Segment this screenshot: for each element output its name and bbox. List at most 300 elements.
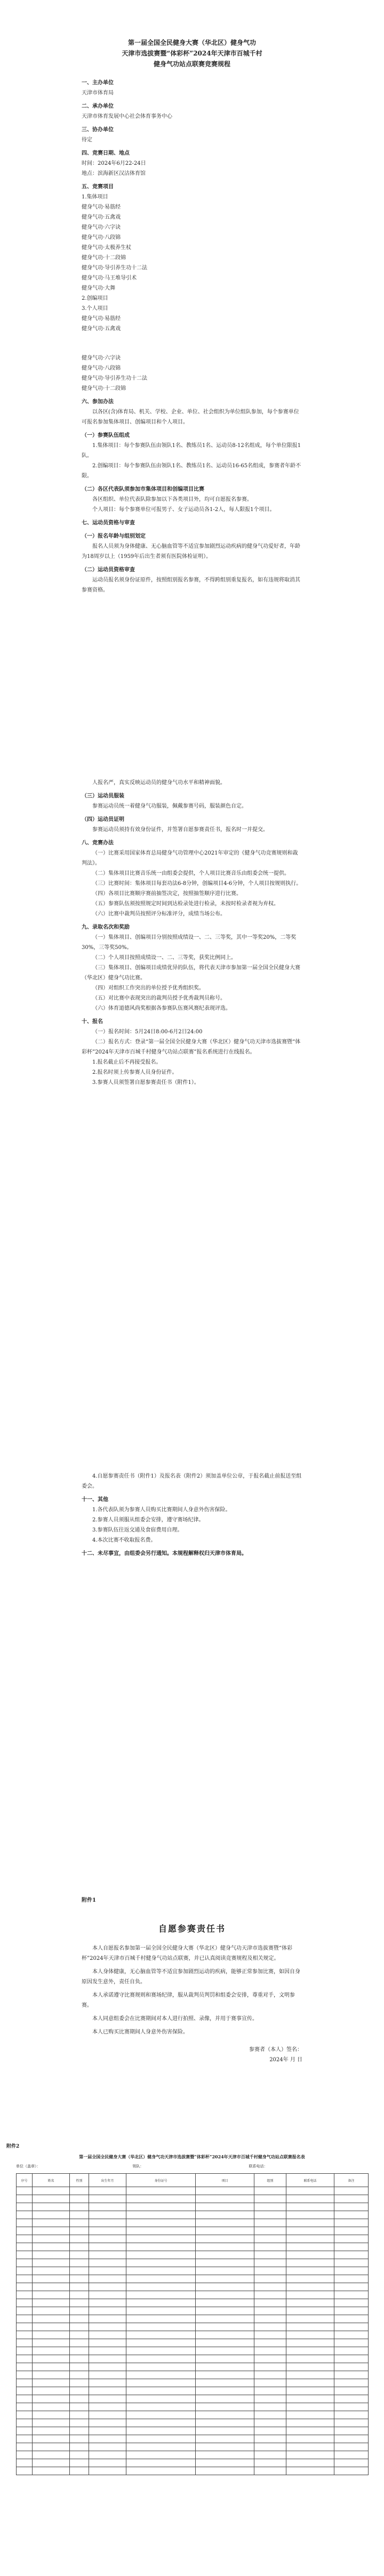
table-cell[interactable]: [89, 2395, 126, 2403]
table-cell[interactable]: [126, 2227, 196, 2235]
table-cell[interactable]: [70, 2347, 89, 2355]
table-cell[interactable]: [196, 2211, 254, 2219]
table-cell[interactable]: [70, 2323, 89, 2331]
table-cell[interactable]: [286, 2411, 334, 2419]
table-cell[interactable]: [70, 2339, 89, 2347]
table-cell[interactable]: [196, 2227, 254, 2235]
table-cell[interactable]: [196, 2371, 254, 2379]
table-cell[interactable]: [334, 2355, 369, 2363]
table-cell[interactable]: [334, 2443, 369, 2451]
table-cell[interactable]: [89, 2267, 126, 2275]
table-cell[interactable]: [254, 2251, 286, 2259]
table-cell[interactable]: [126, 2211, 196, 2219]
table-cell[interactable]: [89, 2243, 126, 2251]
table-cell[interactable]: [286, 2419, 334, 2427]
table-cell[interactable]: [70, 2315, 89, 2323]
table-cell[interactable]: [254, 2419, 286, 2427]
table-cell[interactable]: [196, 2195, 254, 2203]
table-cell[interactable]: [33, 2243, 70, 2251]
table-cell[interactable]: [196, 2435, 254, 2443]
table-cell[interactable]: [334, 2291, 369, 2299]
table-cell[interactable]: [17, 2443, 33, 2451]
table-cell[interactable]: [196, 2267, 254, 2275]
table-cell[interactable]: [334, 2347, 369, 2355]
table-cell[interactable]: [196, 2443, 254, 2451]
table-cell[interactable]: [334, 2187, 369, 2195]
table-cell[interactable]: [126, 2395, 196, 2403]
table-cell[interactable]: [70, 2187, 89, 2195]
table-cell[interactable]: [89, 2307, 126, 2315]
table-cell[interactable]: [286, 2211, 334, 2219]
table-cell[interactable]: [196, 2347, 254, 2355]
table-cell[interactable]: [89, 2315, 126, 2323]
table-cell[interactable]: [126, 2275, 196, 2283]
table-cell[interactable]: [196, 2411, 254, 2419]
table-cell[interactable]: [334, 2211, 369, 2219]
table-cell[interactable]: [286, 2291, 334, 2299]
table-cell[interactable]: [70, 2243, 89, 2251]
table-cell[interactable]: [89, 2195, 126, 2203]
table-cell[interactable]: [334, 2427, 369, 2435]
table-cell[interactable]: [286, 2203, 334, 2211]
table-cell[interactable]: [33, 2435, 70, 2443]
table-cell[interactable]: [89, 2387, 126, 2395]
table-cell[interactable]: [334, 2243, 369, 2251]
table-cell[interactable]: [126, 2403, 196, 2411]
table-cell[interactable]: [286, 2275, 334, 2283]
table-cell[interactable]: [33, 2411, 70, 2419]
table-cell[interactable]: [33, 2275, 70, 2283]
table-cell[interactable]: [70, 2211, 89, 2219]
table-cell[interactable]: [254, 2363, 286, 2371]
table-cell[interactable]: [286, 2331, 334, 2339]
table-cell[interactable]: [286, 2427, 334, 2435]
table-cell[interactable]: [334, 2315, 369, 2323]
table-cell[interactable]: [89, 2251, 126, 2259]
table-cell[interactable]: [254, 2443, 286, 2451]
table-cell[interactable]: [286, 2355, 334, 2363]
table-cell[interactable]: [89, 2379, 126, 2387]
table-cell[interactable]: [33, 2339, 70, 2347]
table-cell[interactable]: [89, 2363, 126, 2371]
table-cell[interactable]: [196, 2235, 254, 2243]
table-cell[interactable]: [89, 2435, 126, 2443]
table-cell[interactable]: [334, 2195, 369, 2203]
table-cell[interactable]: [254, 2259, 286, 2267]
table-cell[interactable]: [196, 2315, 254, 2323]
table-cell[interactable]: [33, 2459, 70, 2467]
table-cell[interactable]: [334, 2467, 369, 2475]
table-cell[interactable]: [286, 2387, 334, 2395]
table-cell[interactable]: [254, 2339, 286, 2347]
table-cell[interactable]: [70, 2387, 89, 2395]
table-cell[interactable]: [286, 2243, 334, 2251]
table-cell[interactable]: [126, 2195, 196, 2203]
table-cell[interactable]: [286, 2219, 334, 2227]
table-cell[interactable]: [334, 2283, 369, 2291]
table-cell[interactable]: [126, 2419, 196, 2427]
table-cell[interactable]: [33, 2387, 70, 2395]
table-cell[interactable]: [286, 2315, 334, 2323]
table-cell[interactable]: [89, 2291, 126, 2299]
table-cell[interactable]: [254, 2187, 286, 2195]
table-cell[interactable]: [334, 2235, 369, 2243]
table-cell[interactable]: [126, 2219, 196, 2227]
table-cell[interactable]: [254, 2403, 286, 2411]
table-cell[interactable]: [334, 2323, 369, 2331]
table-cell[interactable]: [70, 2195, 89, 2203]
table-cell[interactable]: [196, 2275, 254, 2283]
table-cell[interactable]: [286, 2299, 334, 2307]
table-cell[interactable]: [89, 2235, 126, 2243]
table-cell[interactable]: [70, 2203, 89, 2211]
table-cell[interactable]: [254, 2219, 286, 2227]
table-cell[interactable]: [33, 2195, 70, 2203]
table-cell[interactable]: [286, 2443, 334, 2451]
table-cell[interactable]: [89, 2259, 126, 2267]
table-cell[interactable]: [70, 2363, 89, 2371]
table-cell[interactable]: [286, 2283, 334, 2291]
table-cell[interactable]: [33, 2267, 70, 2275]
table-cell[interactable]: [254, 2211, 286, 2219]
table-cell[interactable]: [126, 2379, 196, 2387]
table-cell[interactable]: [126, 2331, 196, 2339]
table-cell[interactable]: [196, 2219, 254, 2227]
table-cell[interactable]: [126, 2451, 196, 2459]
table-cell[interactable]: [254, 2331, 286, 2339]
table-cell[interactable]: [17, 2459, 33, 2467]
table-cell[interactable]: [334, 2299, 369, 2307]
table-cell[interactable]: [33, 2355, 70, 2363]
table-cell[interactable]: [254, 2459, 286, 2467]
table-cell[interactable]: [196, 2355, 254, 2363]
table-cell[interactable]: [17, 2379, 33, 2387]
table-cell[interactable]: [17, 2235, 33, 2243]
table-cell[interactable]: [17, 2187, 33, 2195]
table-cell[interactable]: [89, 2219, 126, 2227]
table-cell[interactable]: [33, 2443, 70, 2451]
table-cell[interactable]: [286, 2435, 334, 2443]
table-cell[interactable]: [89, 2451, 126, 2459]
table-cell[interactable]: [70, 2331, 89, 2339]
table-cell[interactable]: [70, 2371, 89, 2379]
table-cell[interactable]: [70, 2227, 89, 2235]
table-cell[interactable]: [33, 2427, 70, 2435]
table-cell[interactable]: [70, 2443, 89, 2451]
table-cell[interactable]: [33, 2203, 70, 2211]
table-cell[interactable]: [17, 2339, 33, 2347]
table-cell[interactable]: [254, 2371, 286, 2379]
table-cell[interactable]: [17, 2387, 33, 2395]
table-cell[interactable]: [70, 2251, 89, 2259]
table-cell[interactable]: [17, 2315, 33, 2323]
table-cell[interactable]: [70, 2307, 89, 2315]
table-cell[interactable]: [126, 2339, 196, 2347]
table-cell[interactable]: [286, 2459, 334, 2467]
table-cell[interactable]: [334, 2451, 369, 2459]
table-cell[interactable]: [196, 2403, 254, 2411]
table-cell[interactable]: [196, 2299, 254, 2307]
table-cell[interactable]: [126, 2459, 196, 2467]
table-cell[interactable]: [334, 2411, 369, 2419]
table-cell[interactable]: [89, 2331, 126, 2339]
table-cell[interactable]: [254, 2315, 286, 2323]
table-cell[interactable]: [126, 2203, 196, 2211]
table-cell[interactable]: [254, 2411, 286, 2419]
table-cell[interactable]: [126, 2411, 196, 2419]
table-cell[interactable]: [286, 2395, 334, 2403]
table-cell[interactable]: [89, 2419, 126, 2427]
table-cell[interactable]: [17, 2283, 33, 2291]
table-cell[interactable]: [33, 2291, 70, 2299]
table-cell[interactable]: [196, 2379, 254, 2387]
table-cell[interactable]: [286, 2323, 334, 2331]
table-cell[interactable]: [126, 2467, 196, 2475]
table-cell[interactable]: [33, 2467, 70, 2475]
table-cell[interactable]: [196, 2467, 254, 2475]
table-cell[interactable]: [334, 2379, 369, 2387]
table-cell[interactable]: [286, 2187, 334, 2195]
table-cell[interactable]: [126, 2315, 196, 2323]
table-cell[interactable]: [126, 2435, 196, 2443]
table-cell[interactable]: [17, 2291, 33, 2299]
table-cell[interactable]: [286, 2403, 334, 2411]
table-cell[interactable]: [334, 2275, 369, 2283]
table-cell[interactable]: [334, 2267, 369, 2275]
table-cell[interactable]: [254, 2291, 286, 2299]
table-cell[interactable]: [196, 2363, 254, 2371]
table-cell[interactable]: [89, 2299, 126, 2307]
table-cell[interactable]: [17, 2419, 33, 2427]
table-cell[interactable]: [254, 2387, 286, 2395]
table-cell[interactable]: [126, 2363, 196, 2371]
table-cell[interactable]: [17, 2275, 33, 2283]
table-cell[interactable]: [70, 2467, 89, 2475]
table-cell[interactable]: [196, 2203, 254, 2211]
table-cell[interactable]: [33, 2219, 70, 2227]
table-cell[interactable]: [126, 2299, 196, 2307]
table-cell[interactable]: [17, 2331, 33, 2339]
table-cell[interactable]: [334, 2459, 369, 2467]
table-cell[interactable]: [89, 2203, 126, 2211]
table-cell[interactable]: [126, 2235, 196, 2243]
table-cell[interactable]: [33, 2299, 70, 2307]
table-cell[interactable]: [17, 2307, 33, 2315]
table-cell[interactable]: [89, 2211, 126, 2219]
table-cell[interactable]: [196, 2331, 254, 2339]
table-cell[interactable]: [334, 2203, 369, 2211]
table-cell[interactable]: [126, 2291, 196, 2299]
table-cell[interactable]: [17, 2411, 33, 2419]
table-cell[interactable]: [70, 2355, 89, 2363]
table-cell[interactable]: [334, 2419, 369, 2427]
table-cell[interactable]: [334, 2307, 369, 2315]
table-cell[interactable]: [89, 2467, 126, 2475]
table-cell[interactable]: [254, 2307, 286, 2315]
table-cell[interactable]: [196, 2243, 254, 2251]
table-cell[interactable]: [17, 2267, 33, 2275]
table-cell[interactable]: [70, 2435, 89, 2443]
table-cell[interactable]: [89, 2427, 126, 2435]
table-cell[interactable]: [254, 2395, 286, 2403]
table-cell[interactable]: [17, 2451, 33, 2459]
table-cell[interactable]: [17, 2219, 33, 2227]
table-cell[interactable]: [254, 2323, 286, 2331]
table-cell[interactable]: [89, 2283, 126, 2291]
table-cell[interactable]: [196, 2283, 254, 2291]
table-cell[interactable]: [126, 2267, 196, 2275]
table-cell[interactable]: [33, 2259, 70, 2267]
table-cell[interactable]: [126, 2251, 196, 2259]
table-cell[interactable]: [126, 2187, 196, 2195]
table-cell[interactable]: [17, 2203, 33, 2211]
table-cell[interactable]: [17, 2435, 33, 2443]
table-cell[interactable]: [286, 2227, 334, 2235]
table-cell[interactable]: [17, 2243, 33, 2251]
table-cell[interactable]: [286, 2371, 334, 2379]
table-cell[interactable]: [196, 2259, 254, 2267]
table-cell[interactable]: [334, 2339, 369, 2347]
table-cell[interactable]: [254, 2227, 286, 2235]
table-cell[interactable]: [33, 2227, 70, 2235]
table-cell[interactable]: [334, 2251, 369, 2259]
table-cell[interactable]: [254, 2347, 286, 2355]
table-cell[interactable]: [254, 2451, 286, 2459]
table-cell[interactable]: [33, 2283, 70, 2291]
table-cell[interactable]: [196, 2427, 254, 2435]
table-cell[interactable]: [126, 2243, 196, 2251]
table-cell[interactable]: [17, 2395, 33, 2403]
table-cell[interactable]: [196, 2387, 254, 2395]
table-cell[interactable]: [17, 2347, 33, 2355]
table-cell[interactable]: [70, 2411, 89, 2419]
table-cell[interactable]: [17, 2259, 33, 2267]
table-cell[interactable]: [70, 2427, 89, 2435]
table-cell[interactable]: [70, 2395, 89, 2403]
table-cell[interactable]: [334, 2371, 369, 2379]
table-cell[interactable]: [17, 2467, 33, 2475]
table-cell[interactable]: [89, 2371, 126, 2379]
table-cell[interactable]: [196, 2339, 254, 2347]
table-cell[interactable]: [196, 2187, 254, 2195]
table-cell[interactable]: [334, 2331, 369, 2339]
table-cell[interactable]: [33, 2371, 70, 2379]
table-cell[interactable]: [126, 2283, 196, 2291]
table-cell[interactable]: [286, 2267, 334, 2275]
table-cell[interactable]: [334, 2403, 369, 2411]
table-cell[interactable]: [89, 2339, 126, 2347]
table-cell[interactable]: [70, 2459, 89, 2467]
table-cell[interactable]: [286, 2467, 334, 2475]
table-cell[interactable]: [126, 2355, 196, 2363]
table-cell[interactable]: [89, 2459, 126, 2467]
table-cell[interactable]: [89, 2347, 126, 2355]
table-cell[interactable]: [17, 2355, 33, 2363]
table-cell[interactable]: [254, 2195, 286, 2203]
table-cell[interactable]: [254, 2283, 286, 2291]
table-cell[interactable]: [70, 2283, 89, 2291]
table-cell[interactable]: [17, 2299, 33, 2307]
table-cell[interactable]: [196, 2251, 254, 2259]
table-cell[interactable]: [126, 2427, 196, 2435]
table-cell[interactable]: [196, 2307, 254, 2315]
table-cell[interactable]: [126, 2387, 196, 2395]
table-cell[interactable]: [126, 2443, 196, 2451]
table-cell[interactable]: [89, 2323, 126, 2331]
table-cell[interactable]: [286, 2339, 334, 2347]
table-cell[interactable]: [254, 2435, 286, 2443]
table-cell[interactable]: [70, 2291, 89, 2299]
table-cell[interactable]: [334, 2435, 369, 2443]
table-cell[interactable]: [17, 2323, 33, 2331]
table-cell[interactable]: [334, 2259, 369, 2267]
table-cell[interactable]: [254, 2235, 286, 2243]
table-cell[interactable]: [17, 2251, 33, 2259]
table-cell[interactable]: [17, 2403, 33, 2411]
table-cell[interactable]: [254, 2467, 286, 2475]
table-cell[interactable]: [286, 2451, 334, 2459]
table-cell[interactable]: [17, 2227, 33, 2235]
table-cell[interactable]: [286, 2307, 334, 2315]
table-cell[interactable]: [33, 2363, 70, 2371]
table-cell[interactable]: [89, 2411, 126, 2419]
table-cell[interactable]: [70, 2419, 89, 2427]
table-cell[interactable]: [286, 2251, 334, 2259]
table-cell[interactable]: [196, 2291, 254, 2299]
table-cell[interactable]: [334, 2363, 369, 2371]
table-cell[interactable]: [126, 2347, 196, 2355]
table-cell[interactable]: [89, 2227, 126, 2235]
table-cell[interactable]: [89, 2187, 126, 2195]
table-cell[interactable]: [334, 2387, 369, 2395]
table-cell[interactable]: [70, 2403, 89, 2411]
table-cell[interactable]: [33, 2419, 70, 2427]
table-cell[interactable]: [126, 2323, 196, 2331]
table-cell[interactable]: [70, 2235, 89, 2243]
table-cell[interactable]: [70, 2299, 89, 2307]
table-cell[interactable]: [33, 2331, 70, 2339]
table-cell[interactable]: [254, 2379, 286, 2387]
table-cell[interactable]: [254, 2355, 286, 2363]
table-cell[interactable]: [196, 2323, 254, 2331]
table-cell[interactable]: [89, 2443, 126, 2451]
table-cell[interactable]: [254, 2203, 286, 2211]
table-cell[interactable]: [334, 2395, 369, 2403]
table-cell[interactable]: [33, 2451, 70, 2459]
table-cell[interactable]: [33, 2211, 70, 2219]
table-cell[interactable]: [286, 2379, 334, 2387]
table-cell[interactable]: [286, 2363, 334, 2371]
table-cell[interactable]: [286, 2235, 334, 2243]
table-cell[interactable]: [334, 2227, 369, 2235]
table-cell[interactable]: [17, 2427, 33, 2435]
table-cell[interactable]: [286, 2347, 334, 2355]
table-cell[interactable]: [254, 2299, 286, 2307]
table-cell[interactable]: [33, 2379, 70, 2387]
table-cell[interactable]: [334, 2219, 369, 2227]
table-cell[interactable]: [33, 2307, 70, 2315]
table-cell[interactable]: [33, 2315, 70, 2323]
table-cell[interactable]: [33, 2395, 70, 2403]
table-cell[interactable]: [286, 2259, 334, 2267]
table-cell[interactable]: [126, 2307, 196, 2315]
table-cell[interactable]: [33, 2235, 70, 2243]
table-cell[interactable]: [254, 2243, 286, 2251]
table-cell[interactable]: [196, 2395, 254, 2403]
table-cell[interactable]: [70, 2379, 89, 2387]
table-cell[interactable]: [70, 2275, 89, 2283]
table-cell[interactable]: [89, 2355, 126, 2363]
